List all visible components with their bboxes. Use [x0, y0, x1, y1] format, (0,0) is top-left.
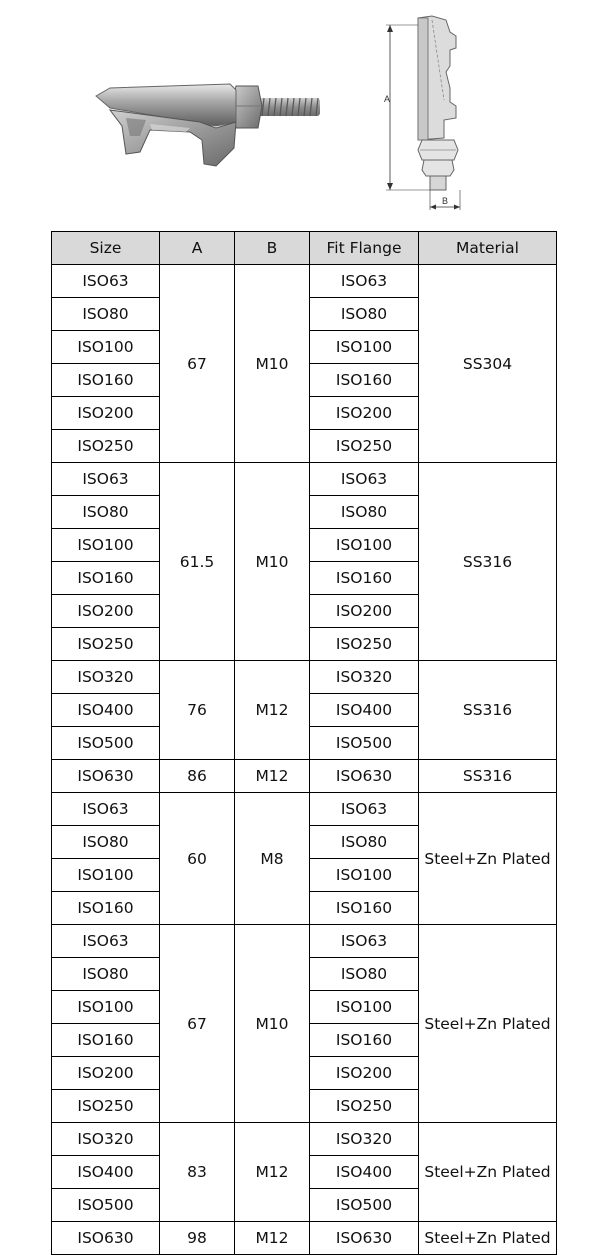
b-cell: M10	[235, 463, 310, 661]
a-cell: 83	[160, 1123, 235, 1222]
size-cell: ISO80	[52, 958, 160, 991]
header-b: B	[235, 232, 310, 265]
dimension-drawing	[370, 10, 490, 215]
size-cell: ISO500	[52, 727, 160, 760]
size-cell: ISO160	[52, 1024, 160, 1057]
a-cell: 76	[160, 661, 235, 760]
size-cell: ISO500	[52, 1189, 160, 1222]
fit-flange-cell: ISO250	[310, 628, 419, 661]
fit-flange-cell: ISO160	[310, 1024, 419, 1057]
size-cell: ISO630	[52, 760, 160, 793]
header-size: Size	[52, 232, 160, 265]
fit-flange-cell: ISO63	[310, 793, 419, 826]
fit-flange-cell: ISO100	[310, 331, 419, 364]
size-cell: ISO400	[52, 694, 160, 727]
b-cell: M12	[235, 1222, 310, 1255]
b-cell: M12	[235, 760, 310, 793]
material-cell: SS316	[419, 661, 557, 760]
fit-flange-cell: ISO80	[310, 826, 419, 859]
spec-table	[51, 231, 557, 1255]
a-cell: 86	[160, 760, 235, 793]
fit-flange-cell: ISO100	[310, 991, 419, 1024]
fit-flange-cell: ISO160	[310, 892, 419, 925]
size-cell: ISO630	[52, 1222, 160, 1255]
b-cell: M12	[235, 661, 310, 760]
b-cell: M12	[235, 1123, 310, 1222]
table-row	[52, 760, 557, 793]
material-cell: SS316	[419, 760, 557, 793]
header-a: A	[160, 232, 235, 265]
material-cell: Steel+Zn Plated	[419, 1222, 557, 1255]
table-row	[52, 925, 557, 958]
size-cell: ISO80	[52, 826, 160, 859]
size-cell: ISO320	[52, 1123, 160, 1156]
a-cell: 98	[160, 1222, 235, 1255]
size-cell: ISO63	[52, 463, 160, 496]
fit-flange-cell: ISO320	[310, 1123, 419, 1156]
fit-flange-cell: ISO630	[310, 760, 419, 793]
table-row	[52, 1222, 557, 1255]
fit-flange-cell: ISO80	[310, 496, 419, 529]
material-cell: Steel+Zn Plated	[419, 793, 557, 925]
fit-flange-cell: ISO500	[310, 727, 419, 760]
size-cell: ISO160	[52, 892, 160, 925]
a-cell: 61.5	[160, 463, 235, 661]
size-cell: ISO63	[52, 793, 160, 826]
size-cell: ISO100	[52, 859, 160, 892]
size-cell: ISO63	[52, 925, 160, 958]
fit-flange-cell: ISO500	[310, 1189, 419, 1222]
b-cell: M10	[235, 925, 310, 1123]
size-cell: ISO100	[52, 331, 160, 364]
a-cell: 67	[160, 265, 235, 463]
fit-flange-cell: ISO80	[310, 298, 419, 331]
size-cell: ISO160	[52, 562, 160, 595]
fit-flange-cell: ISO200	[310, 397, 419, 430]
fit-flange-cell: ISO400	[310, 1156, 419, 1189]
fit-flange-cell: ISO160	[310, 364, 419, 397]
header-row	[52, 232, 557, 265]
fit-flange-cell: ISO80	[310, 958, 419, 991]
header-fit-flange: Fit Flange	[310, 232, 419, 265]
size-cell: ISO200	[52, 1057, 160, 1090]
a-cell: 67	[160, 925, 235, 1123]
fit-flange-cell: ISO630	[310, 1222, 419, 1255]
size-cell: ISO63	[52, 265, 160, 298]
table-row	[52, 463, 557, 496]
fit-flange-cell: ISO63	[310, 925, 419, 958]
fit-flange-cell: ISO250	[310, 430, 419, 463]
size-cell: ISO320	[52, 661, 160, 694]
table-row	[52, 661, 557, 694]
fit-flange-cell: ISO400	[310, 694, 419, 727]
fit-flange-cell: ISO250	[310, 1090, 419, 1123]
fit-flange-cell: ISO100	[310, 859, 419, 892]
size-cell: ISO160	[52, 364, 160, 397]
size-cell: ISO80	[52, 496, 160, 529]
size-cell: ISO250	[52, 430, 160, 463]
material-cell: Steel+Zn Plated	[419, 1123, 557, 1222]
size-cell: ISO80	[52, 298, 160, 331]
size-cell: ISO200	[52, 397, 160, 430]
b-cell: M8	[235, 793, 310, 925]
table-row	[52, 1123, 557, 1156]
fit-flange-cell: ISO63	[310, 463, 419, 496]
size-cell: ISO100	[52, 991, 160, 1024]
dim-b-label: B	[442, 196, 449, 206]
dim-a-label: A	[384, 94, 391, 104]
clamp-photo	[90, 70, 326, 170]
size-cell: ISO250	[52, 628, 160, 661]
fit-flange-cell: ISO63	[310, 265, 419, 298]
material-cell: SS316	[419, 463, 557, 661]
fit-flange-cell: ISO200	[310, 1057, 419, 1090]
fit-flange-cell: ISO200	[310, 595, 419, 628]
table-row	[52, 265, 557, 298]
a-cell: 60	[160, 793, 235, 925]
size-cell: ISO100	[52, 529, 160, 562]
table-row	[52, 793, 557, 826]
size-cell: ISO250	[52, 1090, 160, 1123]
fit-flange-cell: ISO100	[310, 529, 419, 562]
fit-flange-cell: ISO320	[310, 661, 419, 694]
material-cell: Steel+Zn Plated	[419, 925, 557, 1123]
product-header	[0, 0, 600, 230]
spec-table-body	[52, 265, 557, 1255]
header-material: Material	[419, 232, 557, 265]
material-cell: SS304	[419, 265, 557, 463]
b-cell: M10	[235, 265, 310, 463]
size-cell: ISO200	[52, 595, 160, 628]
fit-flange-cell: ISO160	[310, 562, 419, 595]
size-cell: ISO400	[52, 1156, 160, 1189]
